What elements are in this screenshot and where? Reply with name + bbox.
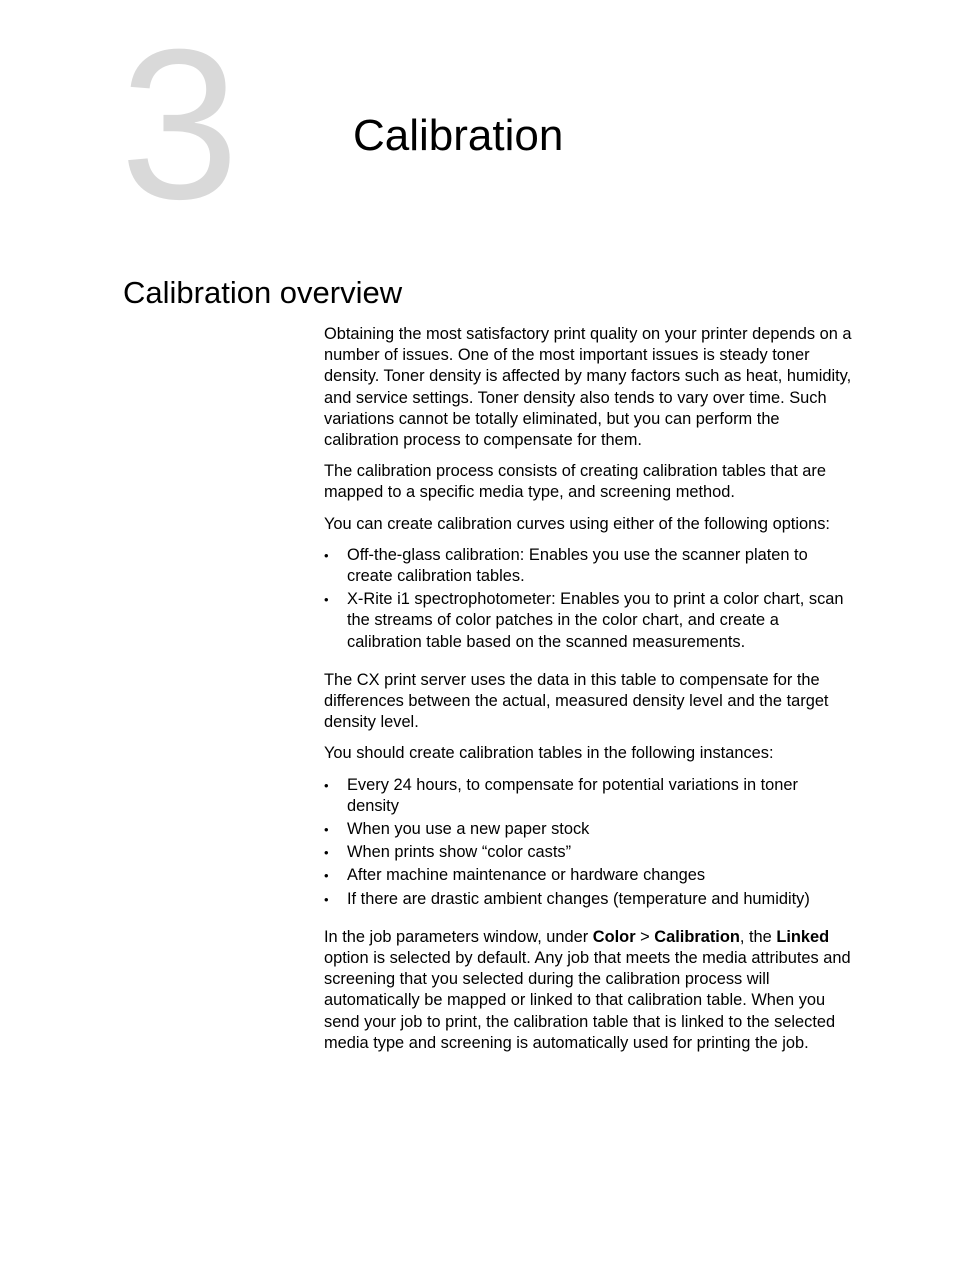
bullet-icon: •	[324, 868, 329, 884]
section-heading: Calibration overview	[123, 275, 403, 310]
bullet-icon: •	[324, 822, 329, 838]
bullet-icon: •	[324, 547, 329, 563]
paragraph: You can create calibration curves using either of the following options:	[324, 514, 830, 533]
paragraph: Obtaining the most satisfactory print quality on your printer depends on a number of issues. One of the most important issues is steady toner density. Toner density is affected by many factors such as heat, humidity, and service settings. Toner density also tends to vary over time. Such variations cannot be totally eliminated, but you can perform the calibration process to compensate for them.	[324, 325, 852, 450]
bullet-icon: •	[324, 845, 329, 861]
list-item-text: After machine maintenance or hardware changes	[347, 866, 706, 885]
text-run: , the	[739, 927, 777, 946]
list-item	[324, 889, 854, 910]
list-item	[324, 545, 854, 587]
list-item	[324, 842, 854, 863]
bullet-icon: •	[324, 891, 329, 907]
bullet-icon: •	[324, 777, 329, 793]
list-item-text: When you use a new paper stock	[347, 820, 590, 839]
list-item-text: Off-the-glass calibration: Enables you use the scanner platen to create calibration tables.	[347, 545, 808, 586]
paragraph: The calibration process consists of creating calibration tables that are mapped to a specific media type, and screening method.	[324, 462, 826, 502]
body-text	[324, 324, 854, 1064]
list-item-text: X-Rite i1 spectrophotometer: Enables you to print a color chart, scan the streams of color patches in the color chart, and create a calibration table based on the scanned measurements.	[347, 590, 844, 651]
list-item	[324, 775, 854, 817]
list-item	[324, 865, 854, 886]
chapter-title: Calibration	[353, 111, 564, 160]
paragraph	[324, 927, 854, 1054]
chapter-number: 3	[120, 5, 240, 244]
instances-list	[324, 775, 854, 910]
paragraph: The CX print server uses the data in this table to compensate for the differences between the actual, measured density level and the target density level.	[324, 670, 829, 732]
list-item-text: If there are drastic ambient changes (temperature and humidity)	[347, 889, 810, 908]
text-run: >	[635, 927, 655, 946]
text-run: option is selected by default. Any job that meets the media attributes and screening that you selected during the calibration process will automatically be mapped or linked to that calibration table. When you send your job to print, the calibration table that is linked to the selected media type and screening is automatically used for printing the job.	[324, 949, 851, 1052]
ui-term-calibration: Calibration	[654, 927, 740, 946]
ui-term-color: Color	[592, 927, 636, 946]
paragraph: You should create calibration tables in the following instances:	[324, 744, 774, 763]
options-list	[324, 545, 854, 653]
ui-term-linked: Linked	[776, 927, 830, 946]
bullet-icon: •	[324, 592, 329, 608]
list-item	[324, 589, 854, 653]
text-run: In the job parameters window, under	[324, 927, 593, 946]
list-item-text: When prints show “color casts”	[347, 843, 572, 862]
list-item-text: Every 24 hours, to compensate for potential variations in toner density	[347, 775, 798, 815]
list-item	[324, 819, 854, 840]
